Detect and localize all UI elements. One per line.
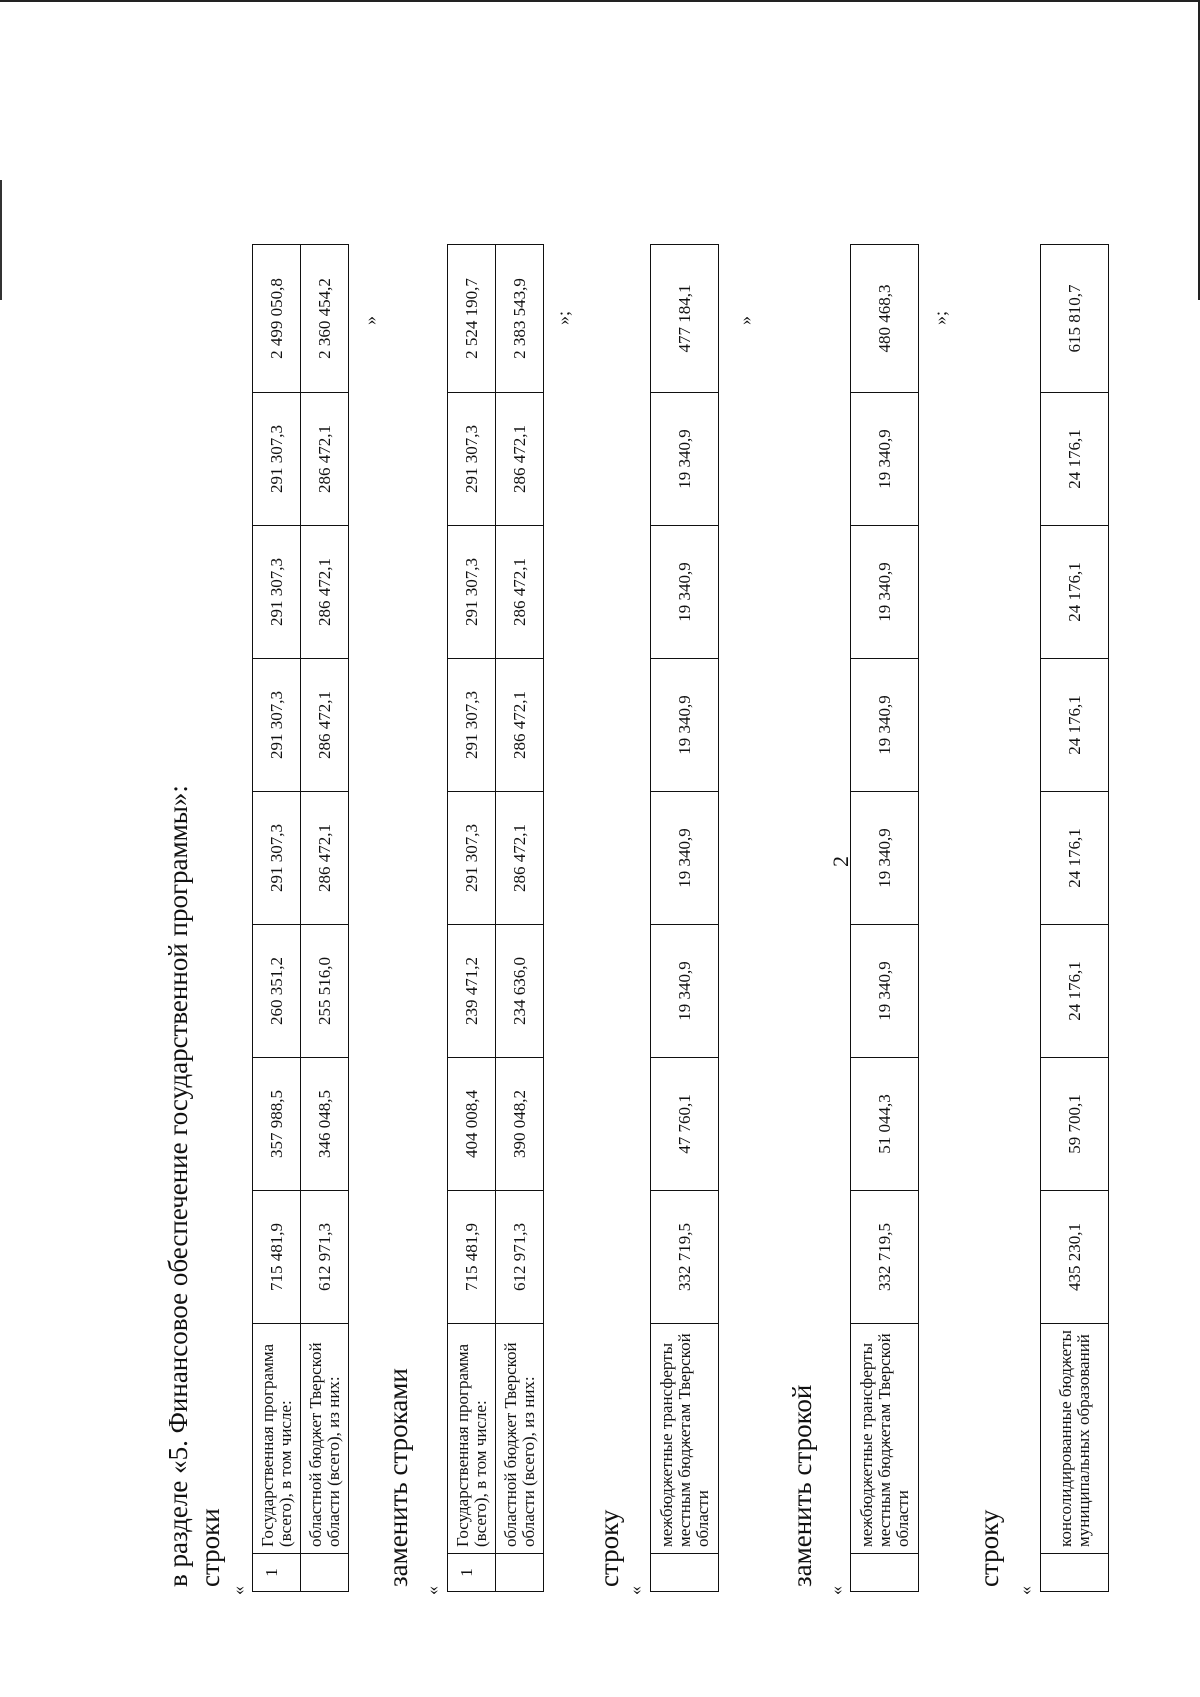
close-quote-semicolon: »; [553, 310, 573, 325]
row-value: 19 340,9 [851, 659, 919, 792]
row-value: 332 719,5 [851, 1191, 919, 1324]
row-value: 612 971,3 [496, 1191, 544, 1324]
row-index [301, 1554, 349, 1592]
row-total-value: 2 383 543,9 [496, 245, 544, 393]
row-index [651, 1554, 719, 1592]
row-value: 435 230,1 [1041, 1191, 1109, 1324]
row-value: 51 044,3 [851, 1058, 919, 1191]
row-value: 24 176,1 [1041, 526, 1109, 659]
row-value: 24 176,1 [1041, 925, 1109, 1058]
open-quote: « [228, 1586, 248, 1595]
row-value: 291 307,3 [253, 526, 301, 659]
row-value: 19 340,9 [851, 925, 919, 1058]
row-value: 24 176,1 [1041, 393, 1109, 526]
table-row [253, 245, 301, 1592]
table-row [851, 245, 919, 1592]
old-rows-table [252, 244, 349, 1592]
row-value: 19 340,9 [651, 393, 719, 526]
row-value: 286 472,1 [496, 792, 544, 925]
row-value: 612 971,3 [301, 1191, 349, 1324]
row-value: 291 307,3 [253, 659, 301, 792]
row-label: строку [974, 1509, 1004, 1587]
open-quote: « [625, 1586, 645, 1595]
row-value: 332 719,5 [651, 1191, 719, 1324]
row-index [496, 1554, 544, 1592]
row-value: 24 176,1 [1041, 659, 1109, 792]
rows-label: строки [195, 1508, 225, 1587]
table-row [1041, 245, 1109, 1592]
row-value: 390 048,2 [496, 1058, 544, 1191]
row-value: 286 472,1 [496, 393, 544, 526]
row-value: 291 307,3 [253, 792, 301, 925]
replace-row-label: заменить строкой [787, 1384, 817, 1587]
consolidated-budgets-row-table [1040, 244, 1109, 1592]
row-value: 234 636,0 [496, 925, 544, 1058]
open-quote: « [826, 1586, 846, 1595]
row-value: 286 472,1 [301, 526, 349, 659]
row-name: межбюджетные трансферты местным бюджетам Тверской области [651, 1324, 719, 1554]
row-name: консолидированные бюджеты муниципальных образований [1041, 1324, 1109, 1554]
section-heading: в разделе «5. Финансовое обеспечение государственной программы»: [163, 785, 193, 1587]
row-value: 291 307,3 [448, 792, 496, 925]
row-total-value: 477 184,1 [651, 245, 719, 393]
new-rows-table [447, 244, 544, 1592]
row-value: 19 340,9 [851, 526, 919, 659]
new-transfers-row-table [850, 244, 919, 1592]
row-value: 19 340,9 [651, 925, 719, 1058]
table-row [651, 245, 719, 1592]
row-value: 260 351,2 [253, 925, 301, 1058]
row-total-value: 2 360 454,2 [301, 245, 349, 393]
row-name: Государственная программа (всего), в том числе: [448, 1324, 496, 1554]
row-total-value: 615 810,7 [1041, 245, 1109, 393]
table-row [301, 245, 349, 1592]
row-value: 19 340,9 [851, 393, 919, 526]
table-row [448, 245, 496, 1592]
open-quote: « [1015, 1586, 1035, 1595]
row-value: 715 481,9 [448, 1191, 496, 1324]
row-value: 291 307,3 [448, 526, 496, 659]
row-value: 19 340,9 [851, 792, 919, 925]
row-value: 715 481,9 [253, 1191, 301, 1324]
row-index: 1 [253, 1554, 301, 1592]
row-value: 357 988,5 [253, 1058, 301, 1191]
row-value: 286 472,1 [301, 659, 349, 792]
row-value: 19 340,9 [651, 526, 719, 659]
row-index: 1 [448, 1554, 496, 1592]
row-total-value: 2 524 190,7 [448, 245, 496, 393]
row-value: 59 700,1 [1041, 1058, 1109, 1191]
row-index [1041, 1554, 1109, 1592]
row-value: 404 008,4 [448, 1058, 496, 1191]
row-value: 291 307,3 [448, 393, 496, 526]
row-value: 346 048,5 [301, 1058, 349, 1191]
row-value: 286 472,1 [496, 659, 544, 792]
row-index [851, 1554, 919, 1592]
row-value: 286 472,1 [301, 792, 349, 925]
row-value: 286 472,1 [496, 526, 544, 659]
table-row [496, 245, 544, 1592]
row-value: 291 307,3 [253, 393, 301, 526]
row-total-value: 2 499 050,8 [253, 245, 301, 393]
row-total-value: 480 468,3 [851, 245, 919, 393]
row-name: межбюджетные трансферты местным бюджетам Тверской области [851, 1324, 919, 1554]
close-quote-semicolon: »; [930, 310, 950, 325]
row-label: строку [594, 1509, 624, 1587]
row-value: 19 340,9 [651, 792, 719, 925]
replace-rows-label: заменить строками [383, 1368, 413, 1587]
row-value: 286 472,1 [301, 393, 349, 526]
row-value: 47 760,1 [651, 1058, 719, 1191]
close-quote: » [360, 316, 380, 325]
row-name: областной бюджет Тверской области (всего), из них: [301, 1324, 349, 1554]
row-value: 239 471,2 [448, 925, 496, 1058]
row-value: 255 516,0 [301, 925, 349, 1058]
row-value: 291 307,3 [448, 659, 496, 792]
row-name: областной бюджет Тверской области (всего), из них: [496, 1324, 544, 1554]
old-transfers-row-table [650, 244, 719, 1592]
open-quote: « [422, 1586, 442, 1595]
row-value: 24 176,1 [1041, 792, 1109, 925]
close-quote: » [735, 316, 755, 325]
page-number: 2 [828, 856, 853, 867]
row-name: Государственная программа (всего), в том числе: [253, 1324, 301, 1554]
row-value: 19 340,9 [651, 659, 719, 792]
